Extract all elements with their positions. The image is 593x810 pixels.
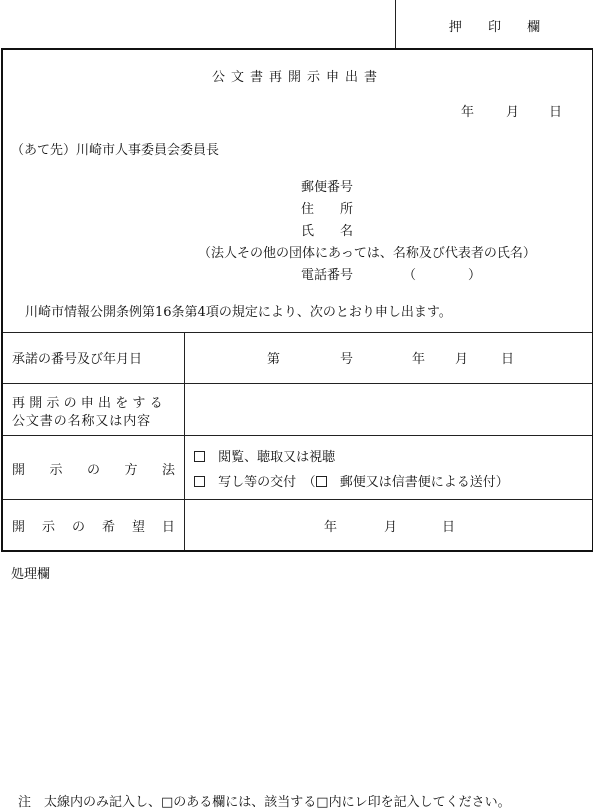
method-label-char: 開	[12, 463, 26, 478]
desired-month: 月	[384, 520, 398, 535]
row-divider-3	[3, 499, 592, 500]
column-divider	[184, 332, 185, 550]
desired-date-label	[12, 516, 175, 535]
addressee: （あて先）川崎市人事委員会委員長	[11, 143, 220, 158]
form-title: 公文書再開示申出書	[211, 70, 383, 85]
desired-date-label-char: 望	[131, 520, 145, 535]
row-divider-2	[3, 435, 592, 436]
processing-label: 処理欄	[11, 567, 51, 582]
date-day-label: 日	[549, 105, 563, 120]
consent-label: 承諾の番号及び年月日	[12, 352, 143, 367]
consent-go: 号	[340, 352, 354, 367]
checkbox-mail[interactable]	[316, 476, 327, 487]
form-frame	[1, 48, 593, 552]
table-top-line	[3, 332, 592, 333]
corporation-note: （法人その他の団体にあっては、名称及び代表者の氏名）	[198, 246, 536, 261]
address-label: 住 所	[301, 202, 354, 217]
method-label	[12, 459, 175, 478]
phone-paren: （ ）	[403, 268, 482, 283]
checkbox-copy[interactable]	[194, 476, 205, 487]
date-year-label: 年	[461, 105, 475, 120]
method-option-view	[194, 446, 335, 465]
consent-month: 月	[455, 352, 469, 367]
desired-date-label-char: の	[71, 520, 85, 535]
stamp-box	[395, 0, 593, 49]
checkbox-view[interactable]	[194, 451, 205, 462]
document-label-line2: 公文書の名称又は内容	[12, 414, 152, 429]
method-label-char: の	[86, 463, 100, 478]
method-label-char: 法	[161, 463, 175, 478]
name-label: 氏 名	[301, 224, 354, 239]
phone-label: 電話番号	[301, 268, 354, 283]
consent-dai: 第	[267, 352, 281, 367]
method-label-char: 示	[49, 463, 63, 478]
footnote: 注 太線内のみ記入し、□のある欄には、該当する□内にレ印を記入してください。	[18, 795, 511, 810]
consent-day: 日	[501, 352, 515, 367]
method-label-char: 方	[124, 463, 138, 478]
method-option-mail-label: 郵便又は信書便による送付）	[339, 475, 509, 490]
desired-day: 日	[442, 520, 456, 535]
date-month-label: 月	[506, 105, 520, 120]
desired-year: 年	[324, 520, 338, 535]
stamp-label: 押 印 欄	[448, 20, 552, 35]
desired-date-label-char: 示	[41, 520, 55, 535]
desired-date-label-char: 日	[161, 520, 175, 535]
method-option-copy-label: 写し等の交付 （	[218, 475, 316, 490]
document-label-line1: 再開示の申出をする	[12, 396, 167, 411]
desired-date-label-char: 希	[101, 520, 115, 535]
row-divider-1	[3, 383, 592, 384]
desired-date-label-char: 開	[12, 520, 26, 535]
statement: 川崎市情報公開条例第16条第4項の規定により、次のとおり申し出ます。	[25, 305, 452, 320]
method-option-view-label: 閲覧、聴取又は視聴	[218, 450, 336, 465]
method-option-copy	[194, 471, 509, 490]
postal-code-label: 郵便番号	[301, 180, 354, 195]
consent-year: 年	[412, 352, 426, 367]
